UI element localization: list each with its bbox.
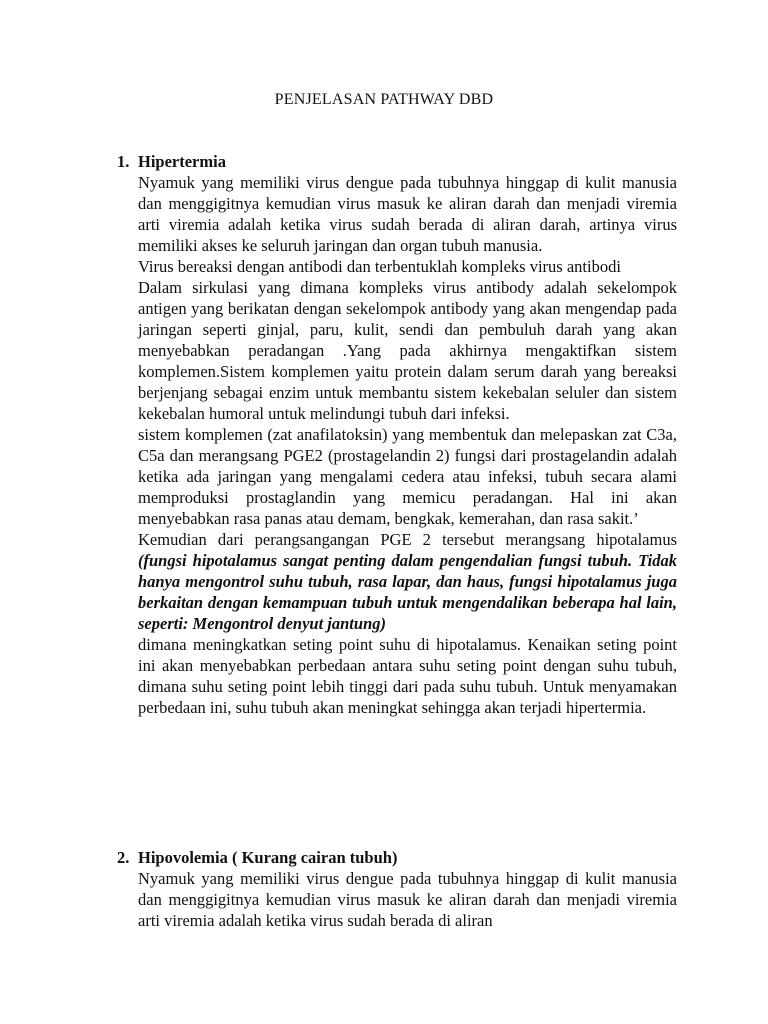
section-body	[138, 172, 677, 718]
section-number: 1.	[117, 152, 130, 171]
paragraph: Virus bereaksi dengan antibodi dan terbentuklah kompleks virus antibodi	[138, 257, 621, 276]
section-body	[138, 868, 677, 931]
paragraph: Nyamuk yang memiliki virus dengue pada tubuhnya hinggap di kulit manusia dan menggigitnya kemudian virus masuk ke aliran darah dan menjadi viremia arti viremia adalah ketika virus sudah berada di aliran	[138, 869, 677, 930]
paragraph: sistem komplemen (zat anafilatoksin) yang membentuk dan melepaskan zat C3a, C5a dan merangsang PGE2 (prostagelandin 2) fungsi dari prostagelandin adalah ketika ada jaringan yang mengalami cedera atau infeksi, tubuh secara alami memproduksi prostaglandin yang memicu peradangan. Hal ini akan menyebabkan rasa panas atau demam, bengkak, kemerahan, dan rasa sakit.’	[138, 425, 677, 528]
emphasis-text: (fungsi hipotalamus sangat penting dalam pengendalian fungsi tubuh. Tidak hanya mengontrol suhu tubuh, rasa lapar, dan haus, fungsi hipotalamus juga berkaitan dengan kemampuan tubuh untuk mengendalikan beberapa hal lain, seperti: Mengontrol denyut jantung)	[138, 551, 677, 633]
paragraph: Dalam sirkulasi yang dimana kompleks virus antibody adalah sekelompok antigen yang berikatan dengan sekelompok antibody yang akan mengendap pada jaringan seperti ginjal, paru, kulit, sendi dan pembuluh darah yang akan menyebabkan peradangan .Yang pada akhirnya mengaktifkan sistem komplemen.Sistem komplemen yaitu protein dalam serum darah yang bereaksi berjenjang sebagai enzim untuk membantu sistem kekebalan seluler dan sistem kekebalan humoral untuk melindungi tubuh dari infeksi.	[138, 278, 677, 423]
section-heading-text: Hipovolemia ( Kurang cairan tubuh)	[138, 848, 398, 867]
section-heading-text: Hipertermia	[138, 152, 226, 171]
section-hipovolemia	[117, 847, 677, 931]
paragraph: dimana meningkatkan seting point suhu di hipotalamus. Kenaikan seting point ini akan menyebabkan perbedaan antara suhu seting point dengan suhu tubuh, dimana suhu seting point lebih tinggi dari pada suhu tubuh. Untuk menyamakan perbedaan ini, suhu tubuh akan meningkat sehingga akan terjadi hipertermia.	[138, 635, 677, 717]
section-heading	[117, 151, 677, 172]
section-heading	[117, 847, 677, 868]
paragraph-lead-text: Kemudian dari perangsangangan PGE 2 tersebut merangsang hipotalamus	[138, 530, 677, 549]
paragraph-hipotalamus	[138, 529, 677, 634]
document-title: PENJELASAN PATHWAY DBD	[274, 91, 494, 108]
section-number: 2.	[117, 848, 130, 867]
section-hipertermia	[117, 151, 677, 718]
paragraph: Nyamuk yang memiliki virus dengue pada tubuhnya hinggap di kulit manusia dan menggigitnya kemudian virus masuk ke aliran darah dan menjadi viremia arti viremia adalah ketika virus sudah berada di aliran darah, artinya virus memiliki akses ke seluruh jaringan dan organ tubuh manusia.	[138, 173, 677, 255]
